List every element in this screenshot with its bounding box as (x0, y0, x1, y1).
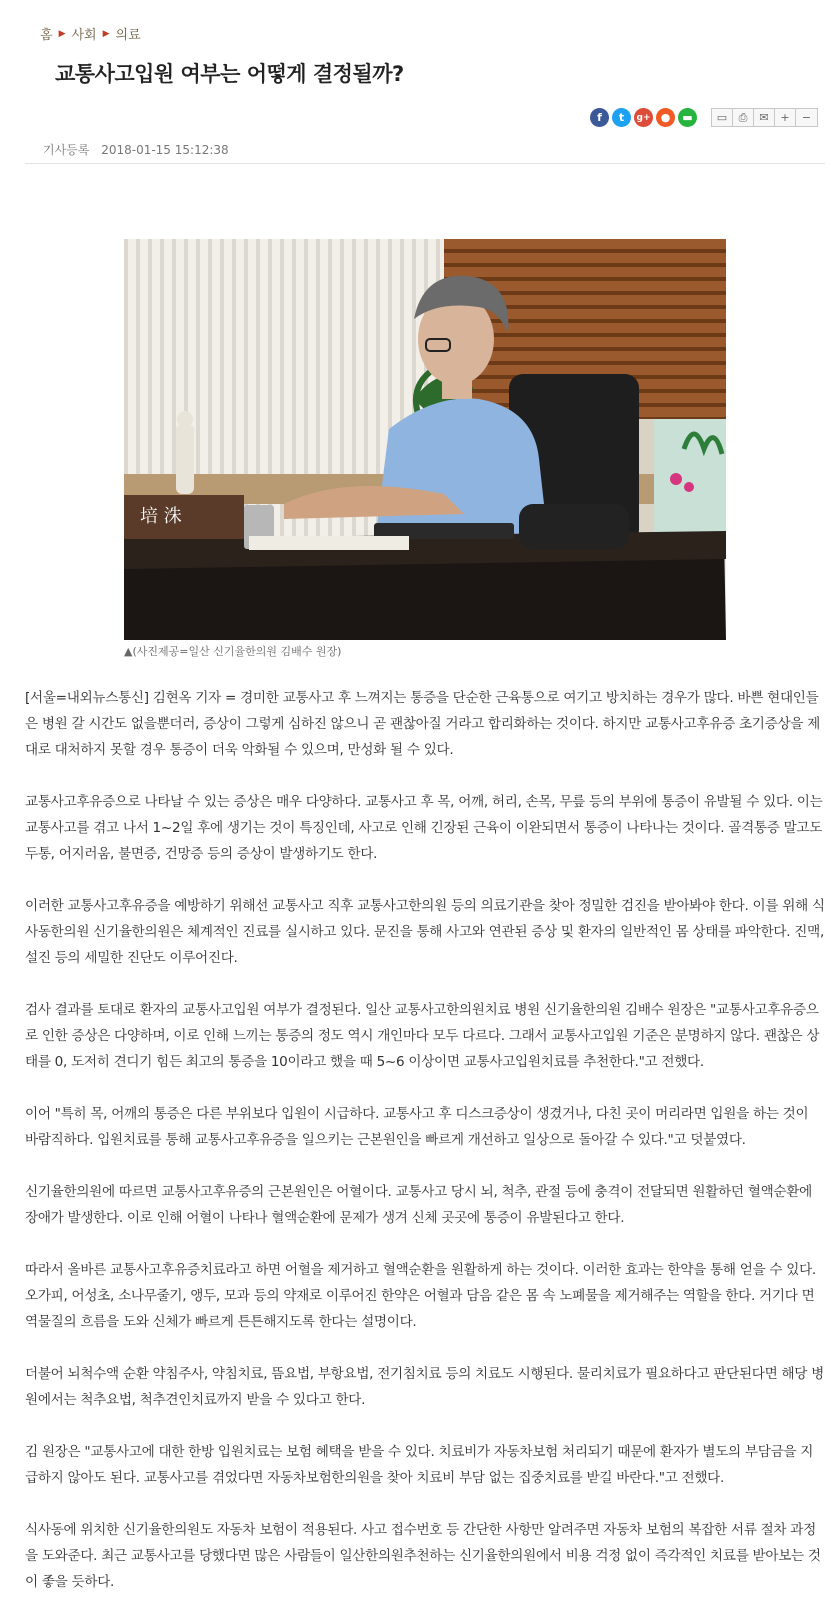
twitter-icon[interactable]: t (612, 108, 631, 127)
registered-datetime: 2018-01-15 15:12:38 (101, 143, 229, 157)
breadcrumb-separator-icon: ▶ (102, 28, 110, 39)
article-paragraph: 식사동에 위치한 신기율한의원도 자동차 보험이 적용된다. 사고 접수번호 등 간단한 사항만 알려주면 자동차 보험의 복잡한 서류 절차 과정을 도와준다. 최근 교통사고를 당했다면 많은 사람들이 일산한의원추천하는 신기율한의원에서 비용 걱정 없이 즉각적인 치료를 받아보는 것이 좋을 듯하다. (25, 1522, 821, 1590)
photo-caption: ▲(사진제공=일산 신기율한의원 김배수 원장) (124, 645, 342, 658)
font-larger-icon[interactable]: + (775, 109, 796, 126)
print-icon[interactable]: ⎙ (733, 109, 754, 126)
article-body (25, 685, 825, 1614)
article-paragraph: 김 원장은 "교통사고에 대한 한방 입원치료는 보험 혜택을 받을 수 있다. 치료비가 자동차보험 처리되기 때문에 환자가 별도의 부담금을 지급하지 않아도 된다. 교통사고를 겪었다면 자동차보험한의원을 찾아 치료비 부담 없는 집중치료를 받길 바란다."고 전했다. (25, 1444, 814, 1486)
breadcrumb-separator-icon: ▶ (58, 28, 66, 39)
header-divider (25, 163, 825, 164)
article-title: 교통사고입원 여부는 어떻게 결정될까? (55, 62, 404, 86)
article-paragraph: 더불어 뇌척수액 순환 약침주사, 약침치료, 뜸요법, 부항요법, 전기침치료 등의 치료도 시행된다. 물리치료가 필요하다고 판단된다면 해당 병원에서는 척추요법, 척추견인치료까지 받을 수 있다고 한다. (25, 1366, 824, 1408)
facebook-icon[interactable]: f (590, 108, 609, 127)
breadcrumb-home-link[interactable]: 홈 (40, 28, 53, 43)
font-smaller-icon[interactable]: − (796, 109, 817, 126)
article-paragraph: 교통사고후유증으로 나타날 수 있는 증상은 매우 다양하다. 교통사고 후 목, 어깨, 허리, 손목, 무릎 등의 부위에 통증이 유발될 수 있다. 이는 교통사고를 겪고 나서 1~2일 후에 생기는 것이 특징인데, 사고로 인해 긴장된 근육이 이완되면서 통증이 나타나는 것이다. 골격통증 말고도 두통, 어지러움, 불면증, 건망증 등의 증상이 발생하기도 한다. (25, 794, 823, 862)
band-icon[interactable]: ▬ (678, 108, 697, 127)
article-paragraph: [서울=내외뉴스통신] 김현옥 기자 = 경미한 교통사고 후 느껴지는 통증을 단순한 근육통으로 여기고 방치하는 경우가 많다. 바쁜 현대인들은 병원 갈 시간도 없을뿐더러, 증상이 그렇게 심하진 않으니 곧 괜찮아질 거라고 합리화하는 것이다. 하지만 교통사고후유증 초기증상을 제대로 대처하지 못할 경우 통증이 더욱 악화될 수 있으며, 만성화 될 수 있다. (25, 690, 820, 758)
registered-label: 기사등록 (43, 143, 90, 157)
article-paragraph: 신기율한의원에 따르면 교통사고후유증의 근본원인은 어혈이다. 교통사고 당시 뇌, 척추, 관절 등에 충격이 전달되면 원활하던 혈액순환에 장애가 발생한다. 이로 인해 어혈이 나타나 혈액순환에 문제가 생겨 신체 곳곳에 통증이 유발된다고 한다. (25, 1184, 812, 1226)
article-photo (124, 239, 726, 640)
breadcrumb-subsection-link[interactable]: 의료 (115, 28, 141, 43)
copy-icon[interactable]: ▭ (712, 109, 733, 126)
doctor-at-desk-illustration (124, 239, 726, 640)
article-paragraph: 이러한 교통사고후유증을 예방하기 위해선 교통사고 직후 교통사고한의원 등의 의료기관을 찾아 정밀한 검진을 받아봐야 한다. 이를 위해 식사동한의원 신기율한의원은 체계적인 진료를 실시하고 있다. 문진을 통해 사고와 연관된 증상 및 환자의 일반적인 몸 상태를 파악한다. 진맥, 설진 등의 세밀한 진단도 이루어진다. (25, 898, 825, 966)
share-buttons (590, 108, 697, 127)
article-paragraph: 따라서 올바른 교통사고후유증치료라고 하면 어혈을 제거하고 혈액순환을 원활하게 하는 것이다. 이러한 효과는 한약을 통해 얻을 수 있다. 오가피, 어성초, 소나무줄기, 앵두, 모과 등의 약재로 이루어진 한약은 어혈과 담음 같은 몸 속 노폐물을 제거해주는 역할을 한다. 거기다 면역물질의 흐름을 도와 신체가 빠르게 튼튼해지도록 한다는 설명이다. (25, 1262, 816, 1330)
article-meta (43, 141, 229, 158)
article-tools (711, 108, 818, 127)
article-paragraph: 검사 결과를 토대로 환자의 교통사고입원 여부가 결정된다. 일산 교통사고한의원치료 병원 신기율한의원 김배수 원장은 "교통사고후유증으로 인한 증상은 다양하며, 이로 인해 느끼는 통증의 정도 역시 개인마다 모두 다르다. 그래서 교통사고입원 기준은 분명하지 않다. 괜찮은 상태를 0, 도저히 견디기 힘든 최고의 통증을 10이라고 했을 때 5~6 이상이면 교통사고입원치료를 추천한다."고 전했다. (25, 1002, 820, 1070)
kakaostory-icon[interactable]: ● (656, 108, 675, 127)
email-icon[interactable]: ✉ (754, 109, 775, 126)
article-paragraph: 이어 "특히 목, 어깨의 통증은 다른 부위보다 입원이 시급하다. 교통사고 후 디스크증상이 생겼거나, 다친 곳이 머리라면 입원을 하는 것이 바람직하다. 입원치료를 통해 교통사고후유증을 일으키는 근본원인을 빠르게 개선하고 일상으로 돌아갈 수 있다."고 덧붙였다. (25, 1106, 809, 1148)
desk-nameplate: 培 洙 (140, 506, 182, 527)
breadcrumb (40, 24, 141, 43)
google-plus-icon[interactable]: g+ (634, 108, 653, 127)
breadcrumb-section-link[interactable]: 사회 (71, 28, 97, 43)
